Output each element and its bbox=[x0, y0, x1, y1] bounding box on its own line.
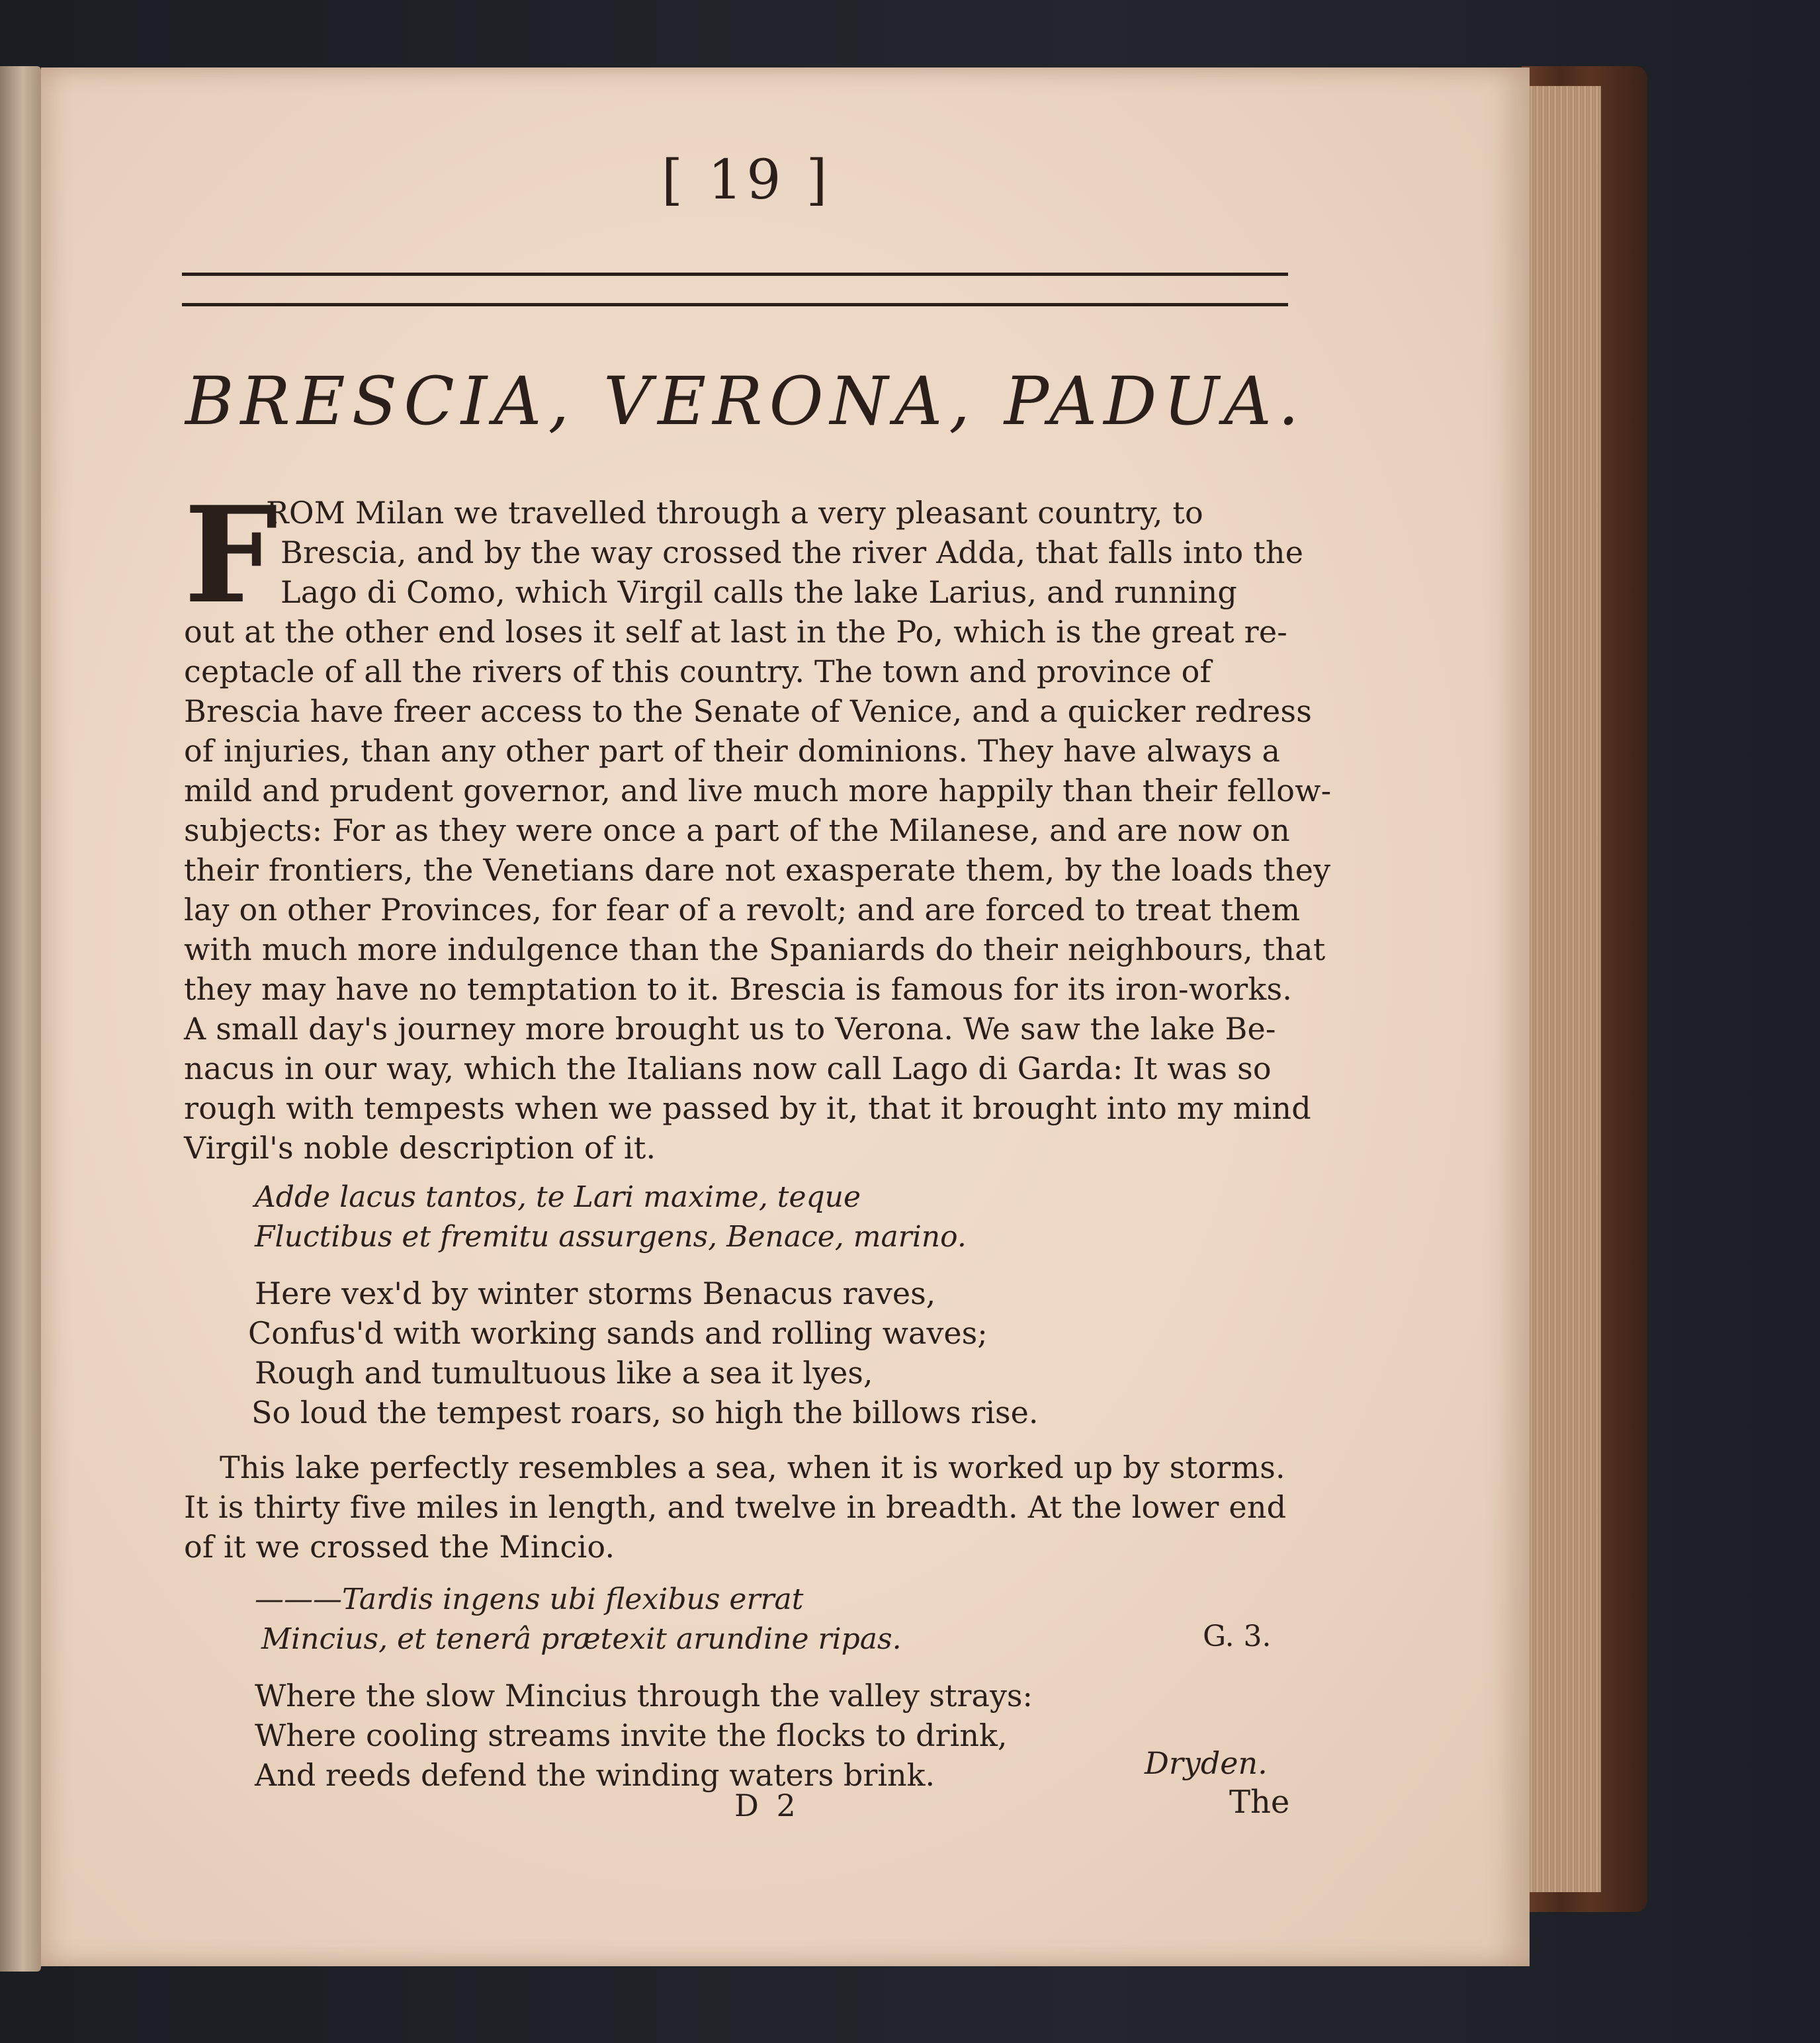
verse-line: Rough and tumultuous like a sea it lyes, bbox=[255, 1355, 873, 1391]
text-line: Brescia have freer access to the Senate of Venice, and a quicker redress bbox=[184, 693, 1313, 729]
page-fore-edge bbox=[1522, 86, 1601, 1892]
previous-page-edge bbox=[0, 66, 41, 1972]
verse-line: Confus'd with working sands and rolling waves; bbox=[248, 1315, 988, 1351]
text-line: Virgil's noble description of it. bbox=[184, 1130, 656, 1166]
text-line: of it we crossed the Mincio. bbox=[184, 1529, 615, 1565]
text-line: Brescia, and by the way crossed the river Adda, that falls into the bbox=[281, 535, 1304, 570]
latin-quote-line: ———Tardis ingens ubi flexibus errat bbox=[255, 1583, 804, 1616]
header-rule-top bbox=[182, 273, 1288, 276]
text-line: lay on other Provinces, for fear of a revolt; and are forced to treat them bbox=[184, 892, 1301, 928]
verse-line: Where cooling streams invite the flocks to drink, bbox=[255, 1717, 1008, 1753]
header-rule-bottom bbox=[182, 303, 1288, 306]
latin-quote-line: Adde lacus tantos, te Lari maxime, teque bbox=[255, 1180, 861, 1214]
signature-mark: D 2 bbox=[734, 1788, 800, 1823]
text-line: This lake perfectly resembles a sea, when it is worked up by storms. bbox=[220, 1450, 1285, 1485]
text-line: subjects: For as they were once a part of the Milanese, and are now on bbox=[184, 812, 1290, 848]
text-line: mild and prudent governor, and live much more happily than their fellow- bbox=[184, 773, 1332, 808]
page-number: [ 19 ] bbox=[662, 149, 832, 212]
verse-line: So loud the tempest roars, so high the billows rise. bbox=[251, 1395, 1039, 1430]
text-line: ceptacle of all the rivers of this country. The town and province of bbox=[184, 654, 1211, 689]
text-line: their frontiers, the Venetians dare not exasperate them, by the loads they bbox=[184, 852, 1331, 888]
text-line: It is thirty five miles in length, and twelve in breadth. At the lower end bbox=[184, 1489, 1287, 1525]
text-line: of injuries, than any other part of their dominions. They have always a bbox=[184, 733, 1281, 769]
translator-citation: Dryden. bbox=[1145, 1745, 1268, 1781]
text-line: they may have no temptation to it. Brescia is famous for its iron-works. bbox=[184, 971, 1293, 1007]
text-line: out at the other end loses it self at last in the Po, which is the great re- bbox=[184, 614, 1288, 650]
drop-cap: F bbox=[184, 478, 278, 633]
citation: G. 3. bbox=[1203, 1620, 1272, 1653]
verse-line: Where the slow Mincius through the valley strays: bbox=[255, 1678, 1033, 1714]
catchword: The bbox=[1229, 1784, 1290, 1821]
text-line: rough with tempests when we passed by it, that it brought into my mind bbox=[184, 1090, 1311, 1126]
latin-quote-line: Fluctibus et fremitu assurgens, Benace, marino. bbox=[255, 1220, 967, 1254]
chapter-title: BRESCIA, VERONA, PADUA. bbox=[185, 363, 1306, 440]
text-line: with much more indulgence than the Spaniards do their neighbours, that bbox=[184, 932, 1326, 967]
text-line: nacus in our way, which the Italians now call Lago di Garda: It was so bbox=[184, 1051, 1272, 1086]
verse-line: And reeds defend the winding waters brink. bbox=[255, 1757, 935, 1793]
text-line: A small day's journey more brought us to Verona. We saw the lake Be- bbox=[184, 1011, 1276, 1047]
text-line: Lago di Como, which Virgil calls the lake Larius, and running bbox=[281, 574, 1238, 610]
latin-quote-line: Mincius, et tenerâ prætexit arundine ripas. bbox=[261, 1622, 902, 1656]
text-line: ROM Milan we travelled through a very pleasant country, to bbox=[266, 495, 1203, 531]
verse-line: Here vex'd by winter storms Benacus raves, bbox=[255, 1276, 936, 1311]
